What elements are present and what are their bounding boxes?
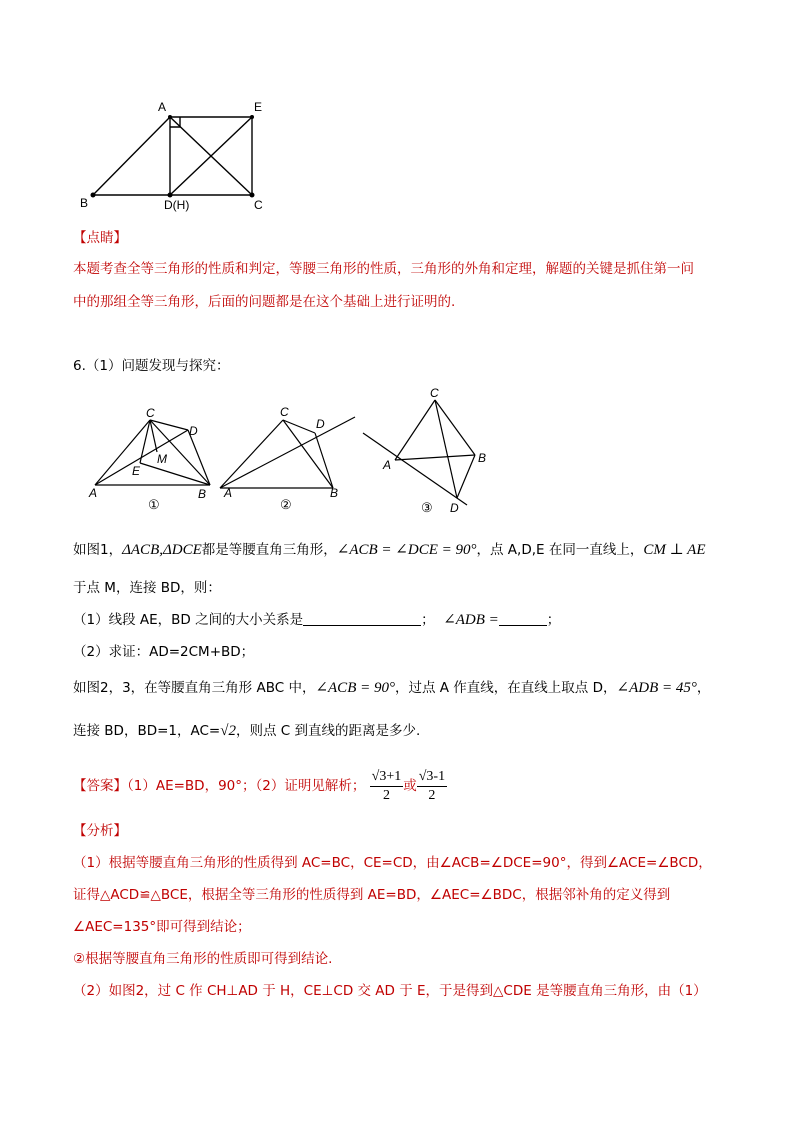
fig1-label-d: D xyxy=(189,424,198,438)
problem-line3-math1: ∠ACB = 90° xyxy=(315,680,395,696)
problem-line3 xyxy=(73,678,710,698)
question-1-math: ∠ADB = xyxy=(443,612,499,628)
label-b: B xyxy=(80,196,89,210)
fig2-label-b: B xyxy=(330,486,339,500)
answer-prefix: 【答案】（1）AE=BD，90°；（2）证明见解析； xyxy=(73,778,366,794)
dianjing-line1: 本题考查全等三角形的性质和判定，等腰三角形的性质，三角形的外角和定理，解题的关键是抓住第一问 xyxy=(73,261,694,277)
dianjing-heading: 【点睛】 xyxy=(73,230,127,246)
problem-line3-math2: ∠ADB = 45° xyxy=(616,680,697,696)
analysis-line3: ∠AEC=135°即可得到结论； xyxy=(73,919,251,935)
question-1-b: ； xyxy=(421,612,435,628)
label-dh: D(H) xyxy=(164,198,190,212)
problem-line1 xyxy=(73,540,706,560)
problem-line1-math1: ΔACB,ΔDCE xyxy=(122,542,202,558)
problem-line2: 于点 M，连接 BD，则： xyxy=(73,580,221,596)
dianjing-line2: 中的那组全等三角形，后面的问题都是在这个基础上进行证明的. xyxy=(73,294,456,310)
answer-fraction-1 xyxy=(370,768,404,805)
label-c: C xyxy=(254,198,263,212)
fig1-label-m: M xyxy=(157,452,167,466)
problem-line1-math2: ∠ACB = ∠DCE = 90° xyxy=(336,542,477,558)
fig1-label-c: C xyxy=(146,406,155,420)
fig3-label-b: B xyxy=(478,451,487,465)
problem-line3-a: 如图2，3，在等腰直角三角形 ABC 中， xyxy=(73,680,316,696)
question-1 xyxy=(73,610,560,630)
label-e: E xyxy=(254,100,263,114)
fig1-label-b: B xyxy=(198,487,207,501)
analysis-heading: 【分析】 xyxy=(73,823,127,839)
answer-blank-2[interactable] xyxy=(499,611,547,626)
problem-title: 6.（1）问题发现与探究： xyxy=(73,358,230,374)
analysis-line5: （2）如图2，过 C 作 CH⊥AD 于 H，CE⊥CD 交 AD 于 E，于是得到△CDE 是等腰直角三角形，由（1） xyxy=(73,983,707,999)
problem-line4-math: √2 xyxy=(220,723,236,739)
fig1-label-e: E xyxy=(132,464,141,478)
analysis-line4: ②根据等腰直角三角形的性质即可得到结论. xyxy=(73,951,333,967)
analysis-line2: 证得△ACD≌△BCE，根据全等三角形的性质得到 AE=BD，∠AEC=∠BDC，根据邻补角的定义得到 xyxy=(73,887,671,903)
answer-blank-1[interactable] xyxy=(303,611,421,626)
label-a: A xyxy=(158,100,167,114)
problem-line1-math3: CM ⊥ AE xyxy=(643,542,706,558)
problem-line3-c: ， xyxy=(696,680,711,696)
fig2-label-d: D xyxy=(316,417,325,431)
problem-line3-b: ，过点 A 作直线，在直线上取点 D， xyxy=(394,680,617,696)
fraction-1-numerator: √3+1 xyxy=(370,768,404,787)
fig2-number: ② xyxy=(280,497,292,512)
fig3-label-a: A xyxy=(383,458,392,472)
answer-line xyxy=(73,766,447,806)
analysis-line1: （1）根据等腰直角三角形的性质得到 AC=BC，CE=CD，由∠ACB=∠DCE=90°，得到∠ACE=∠BCD， xyxy=(73,855,712,871)
fig2-label-c: C xyxy=(280,405,289,419)
question-1-a: （1）线段 AE，BD 之间的大小关系是 xyxy=(73,612,304,628)
problem-line1-b: 都是等腰直角三角形， xyxy=(201,542,337,558)
fraction-2-numerator: √3-1 xyxy=(417,768,447,787)
answer-or: 或 xyxy=(403,778,417,794)
answer-fraction-2 xyxy=(417,768,447,805)
fig3-number: ③ xyxy=(421,500,433,515)
fraction-2-denominator: 2 xyxy=(428,787,436,803)
figure-rectangle-triangle xyxy=(70,95,280,215)
question-2: （2）求证：AD=2CM+BD； xyxy=(73,644,255,660)
fig3-label-d: D xyxy=(450,501,459,515)
problem-line1-a: 如图1， xyxy=(73,542,123,558)
problem-line1-c: ，点 A,D,E 在同一直线上， xyxy=(476,542,644,558)
fraction-1-denominator: 2 xyxy=(382,787,390,803)
problem-line4-a: 连接 BD，BD=1，AC= xyxy=(73,723,221,739)
fig1-label-a: A xyxy=(89,486,98,500)
problem-line4-b: ，则点 C 到直线的距离是多少. xyxy=(235,723,421,739)
problem-line4 xyxy=(73,721,420,741)
problem-figures xyxy=(85,385,495,520)
fig3-label-c: C xyxy=(430,386,439,400)
question-1-c: ； xyxy=(546,612,561,628)
fig1-number: ① xyxy=(148,497,160,512)
fig2-label-a: A xyxy=(224,486,233,500)
